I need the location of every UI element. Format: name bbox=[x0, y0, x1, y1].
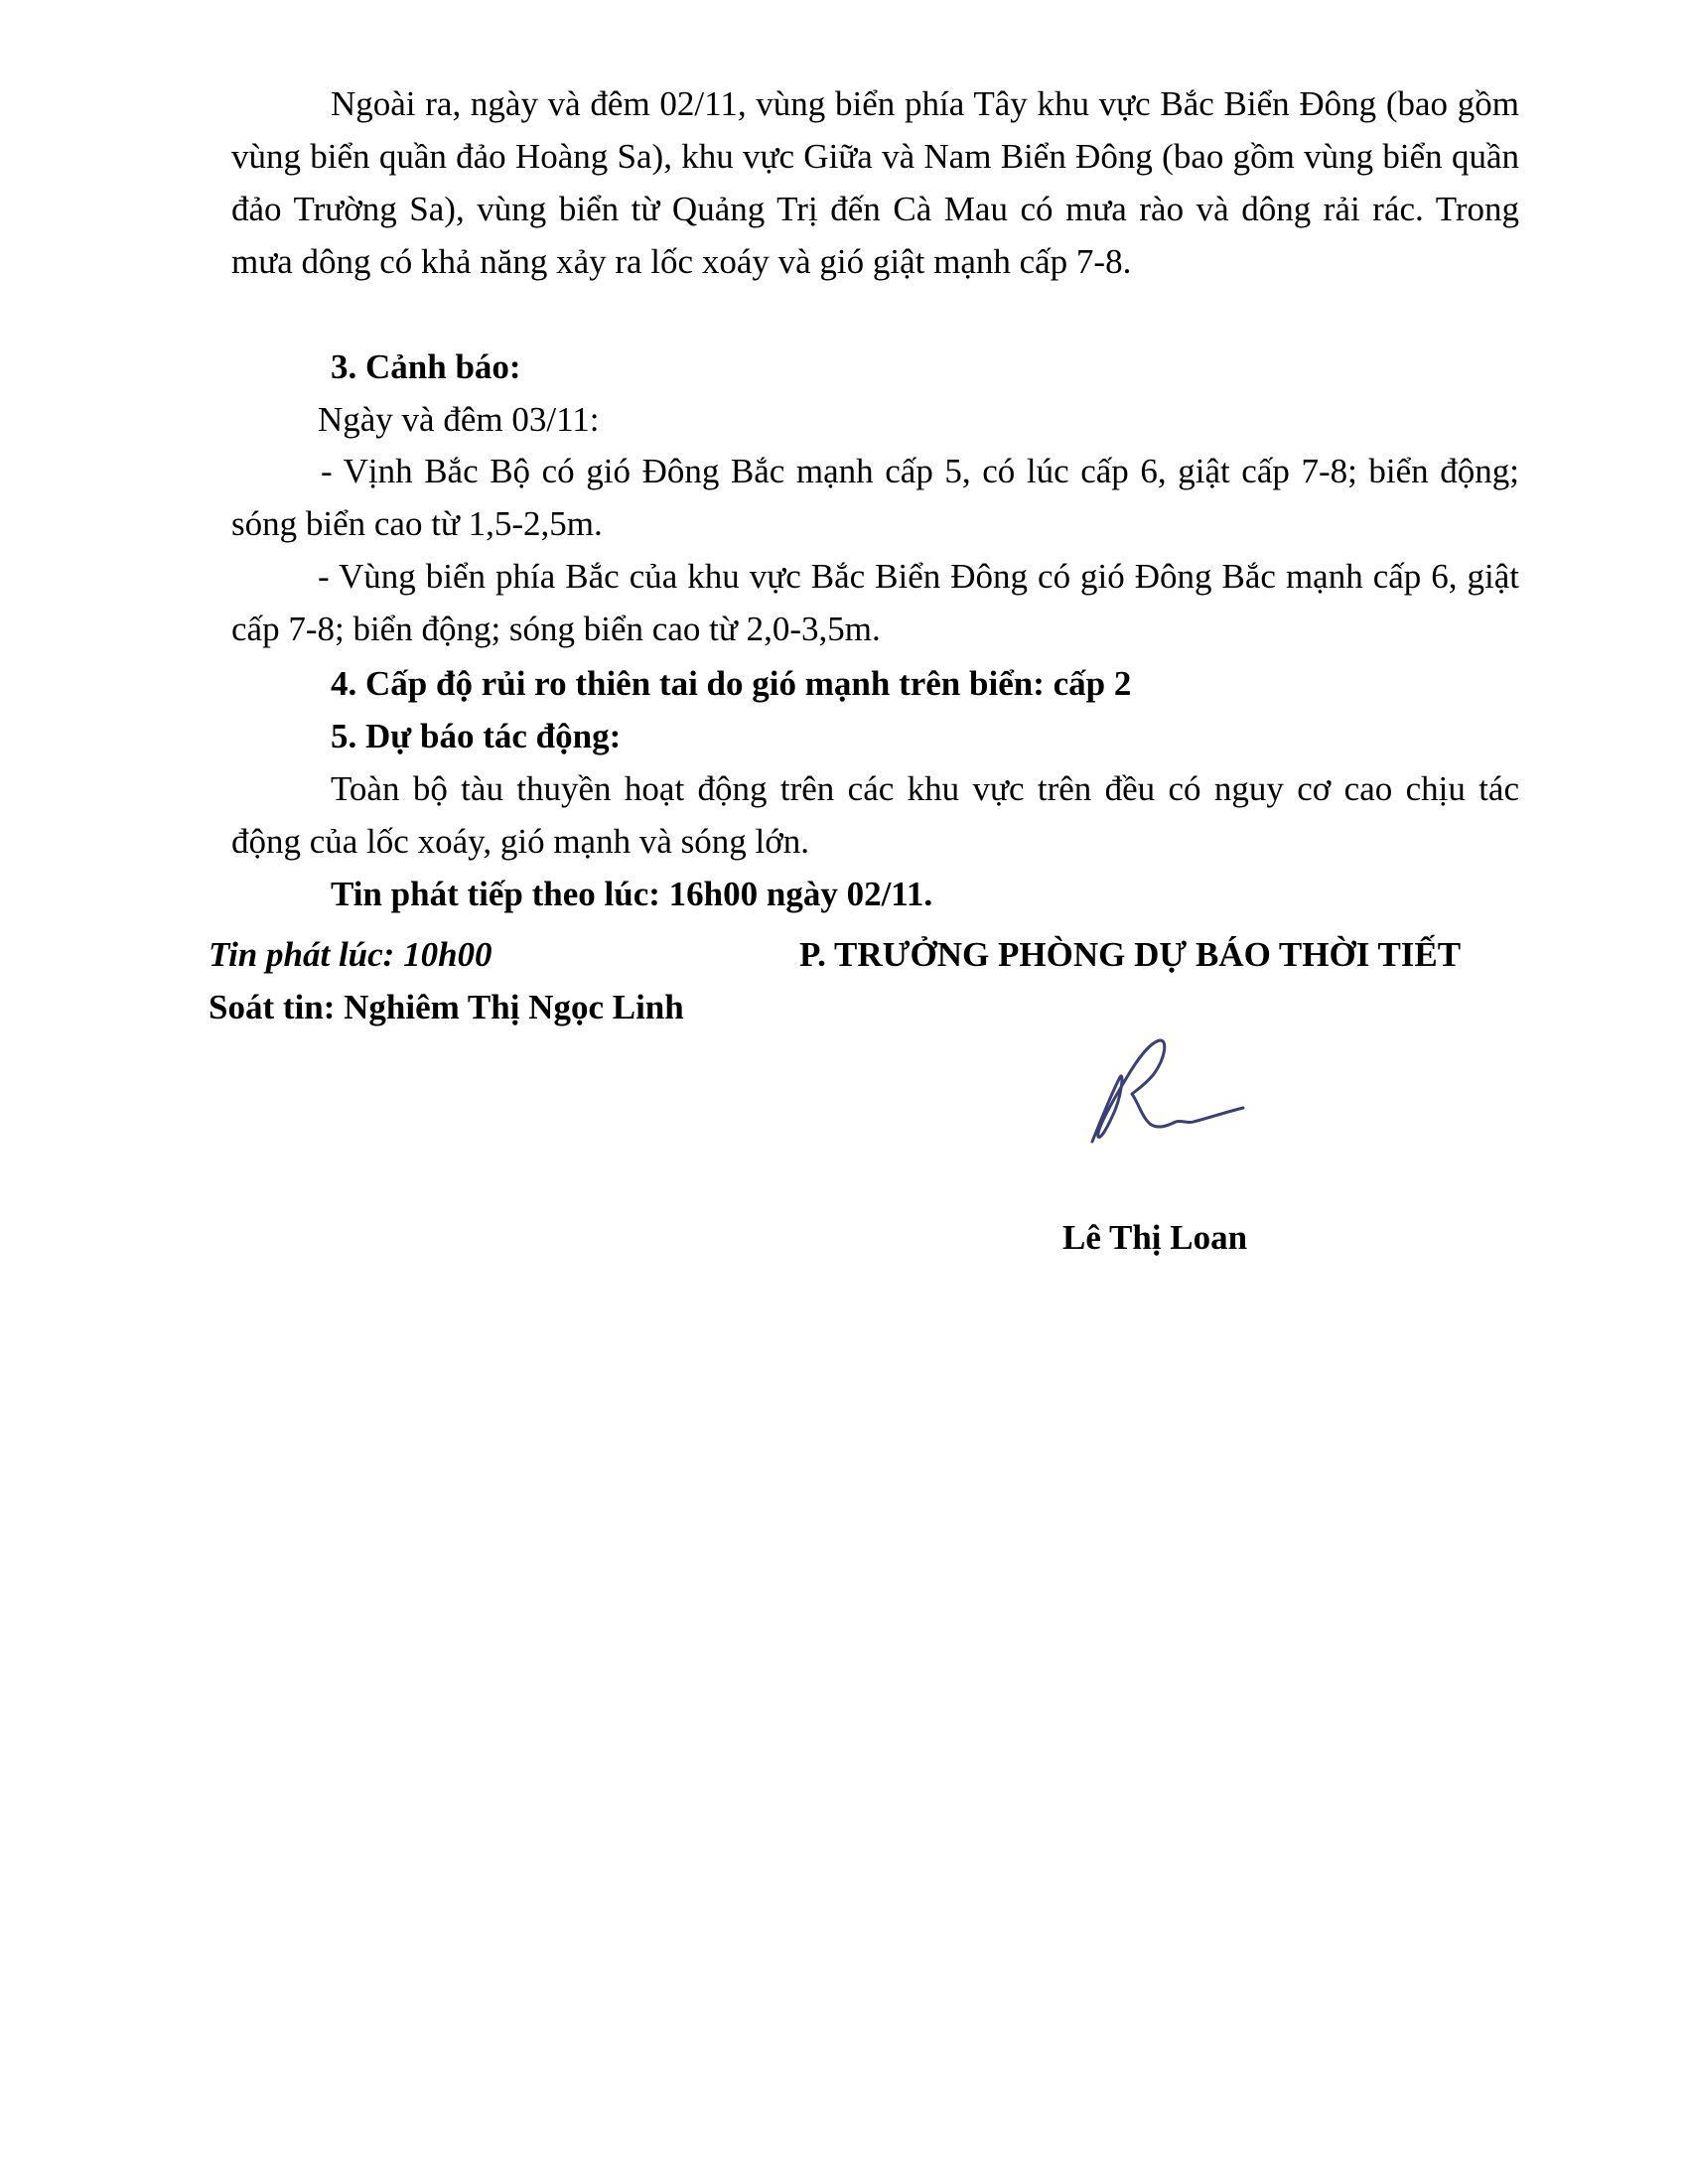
risk-level-heading: 4. Cấp độ rủi ro thiên tai do gió mạnh trên biển: cấp 2 bbox=[331, 664, 1132, 703]
next-bulletin: Tin phát tiếp theo lúc: 16h00 ngày 02/11. bbox=[331, 875, 933, 913]
warning-item-1: - Vịnh Bắc Bộ có gió Đông Bắc mạnh cấp 5, có lúc cấp 6, giật cấp 7-8; biển động; sóng biển cao từ 1,5-2,5m. bbox=[231, 452, 1519, 543]
signature-stroke bbox=[1092, 1040, 1243, 1142]
handwritten-signature bbox=[1072, 1023, 1251, 1171]
warning-date: Ngày và đêm 03/11: bbox=[318, 400, 600, 439]
signer-name: Lê Thị Loan bbox=[1062, 1218, 1248, 1257]
warning-item-2: - Vùng biển phía Bắc của khu vực Bắc Biển Đông có gió Đông Bắc mạnh cấp 6, giật cấp 7-8; biển động; sóng biển cao từ 2,0-3,5m. bbox=[231, 557, 1519, 648]
impact-text: Toàn bộ tàu thuyền hoạt động trên các khu vực trên đều có nguy cơ cao chịu tác động của lốc xoáy, gió mạnh và sóng lớn. bbox=[231, 769, 1519, 861]
issued-time: Tin phát lúc: 10h00 bbox=[209, 935, 492, 974]
intro-paragraph: Ngoài ra, ngày và đêm 02/11, vùng biển phía Tây khu vực Bắc Biển Đông (bao gồm vùng biển quần đảo Hoàng Sa), khu vực Giữa và Nam Biển Đông (bao gồm vùng biển quần đảo Trường Sa), vùng biển từ Quảng Trị đến Cà Mau có mưa rào và dông rải rác. Trong mưa dông có khả năng xảy ra lốc xoáy và gió giật mạnh cấp 7-8. bbox=[231, 84, 1519, 281]
signer-title: P. TRƯỞNG PHÒNG DỰ BÁO THỜI TIẾT bbox=[799, 935, 1462, 974]
reviewed-by: Soát tin: Nghiêm Thị Ngọc Linh bbox=[209, 988, 684, 1026]
impact-heading: 5. Dự báo tác động: bbox=[331, 717, 622, 755]
warning-heading: 3. Cảnh báo: bbox=[331, 347, 521, 386]
